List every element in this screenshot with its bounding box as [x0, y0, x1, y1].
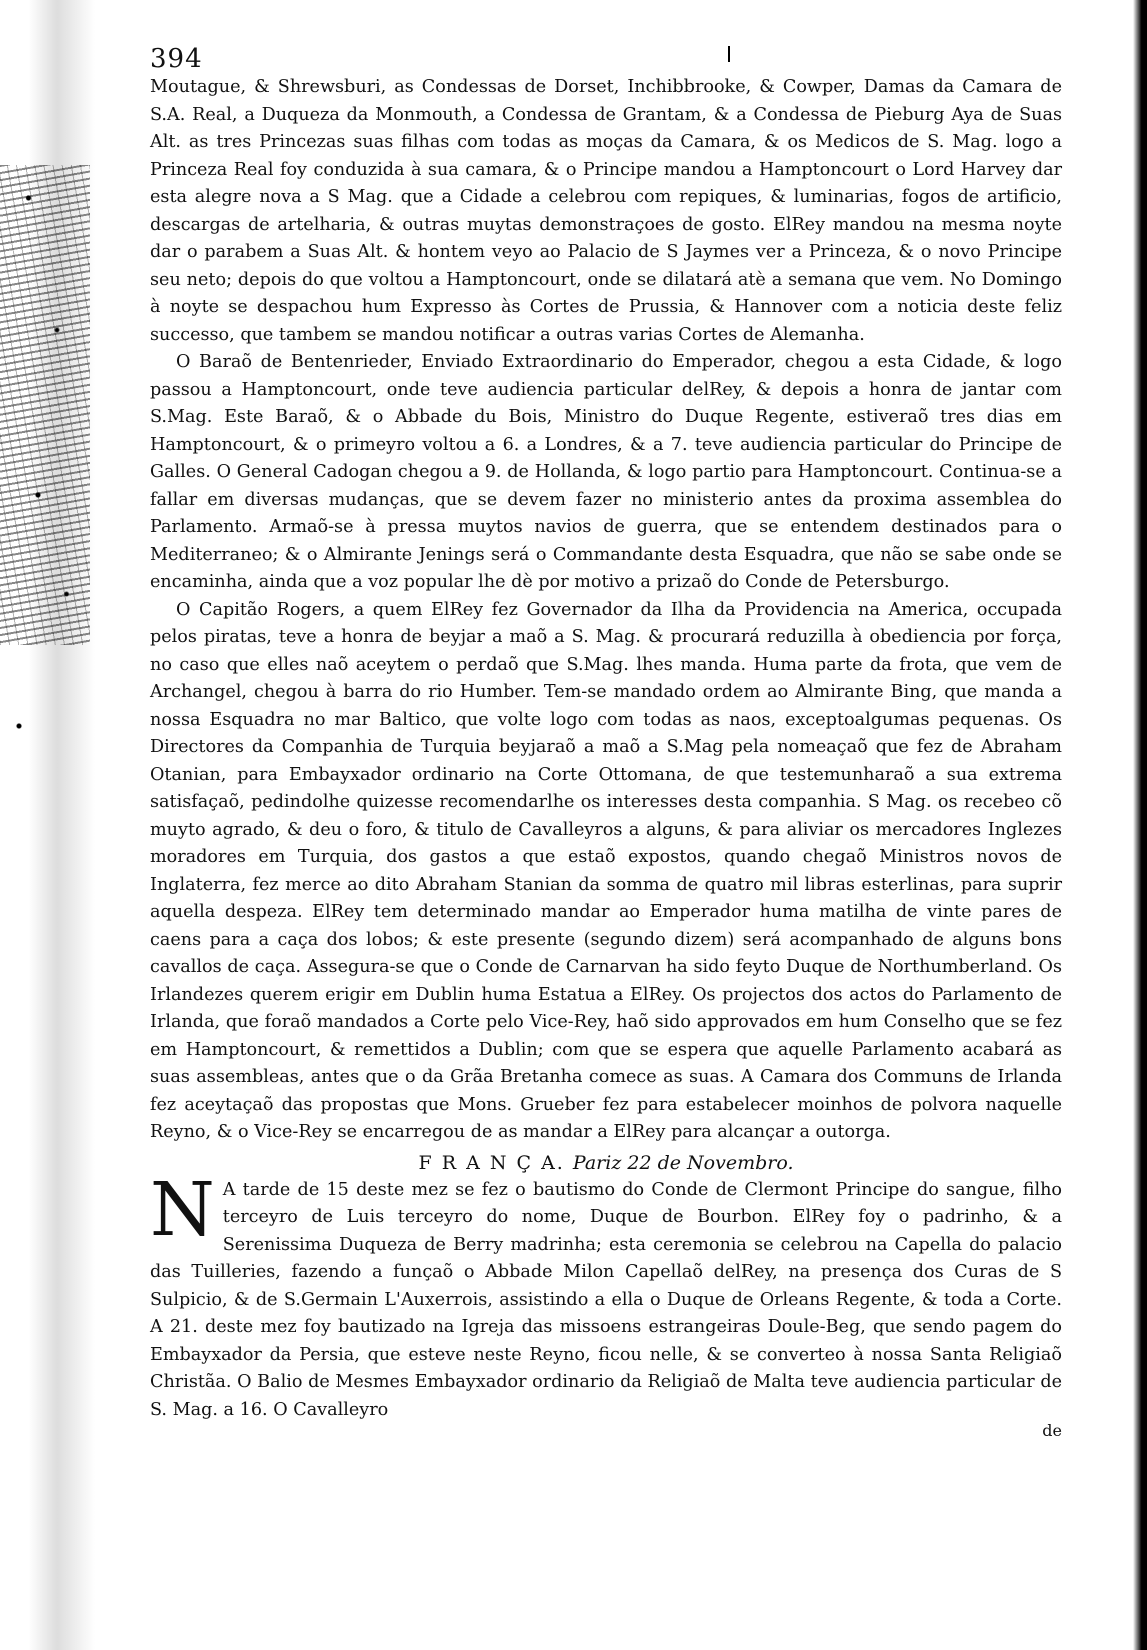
paragraph-baron-bentenrieder: O Baraõ de Bentenrieder, Enviado Extraordinario do Emperador, chegou a esta Cidade, & logo passou a Hamptoncourt, onde teve audiencia particular delRey, & depois a honra de jantar com S.Mag. Este Baraõ, & o Abbade du Bois, Ministro do Duque Regente, estiveraõ tres dias em Hamptoncourt, & o primeyro voltou a 6. a Londres, & a 7. teve audiencia particular do Principe de Galles. O General Cadogan chegou a 9. de Hollanda, & logo partio para Hamptoncourt. Continua-se a fallar em diversas mudanças, que se devem fazer no ministerio antes da proxima assemblea do Parlamento. Armaõ-se à pressa muytos navios de guerra, que se entendem destinados para o Mediterraneo; & o Almirante Jenings será o Commandante desta Esquadra, que não se sabe onde se encaminha, ainda que a voz popular lhe dè por motivo a prizaõ do Conde de Petersburgo. [150, 352, 1062, 592]
france-paragraph-text: A tarde de 15 deste mez se fez o bautismo do Conde de Clermont Principe do sangue, filho terceyro de Luis terceyro do nome, Duque de Bourbon. ElRey foy o padrinho, & a Serenissima Duqueza de Berry madrinha; esta ceremonia se celebrou na Capella do palacio das Tuilleries, fazendo a funçaõ o Abbade Milon Capellaõ delRey, na presença dos Curas de S Sulpicio, & de S.Germain L'Auxerrois, assistindo a ella o Duque de Orleans Regente, & toda a Corte. A 21. deste mez foy bautizado na Igreja das missoens estrangeiras Doule-Beg, que sendo pagem do Embayxador da Persia, que esteve neste Reyno, ficou nelle, & se converteo à nossa Santa Religiaõ Christãa. O Balio de Mesmes Embayxador ordinario da Religiaõ de Malta teve audiencia particular de S. Mag. a 16. O Cavalleyro [150, 1179, 1062, 1420]
drop-cap: N [150, 1166, 215, 1253]
scanned-page-edge-right [1133, 0, 1147, 1650]
scanned-page-edge-left [0, 0, 95, 1650]
catchword: de [1042, 1421, 1062, 1440]
heading-dateline: Pariz 22 de Novembro. [572, 1151, 794, 1174]
gazette-page [150, 46, 1062, 1440]
section-heading-france [150, 1149, 1062, 1177]
heading-country: F R A N Ç A. [418, 1151, 565, 1174]
paragraph-royal-birth: Moutague, & Shrewsburi, as Condessas de Dorset, Inchibbrooke, & Cowper, Damas da Camara de S.A. Real, a Duqueza da Monmouth, a Condessa de Grantam, & a Condessa de Pieburg Aya de Suas Alt. as tres Princezas suas filhas com todas as moças da Camara, & os Medicos de S. Mag. logo a Princeza Real foy conduzida à sua camara, & o Principe mandou a Hamptoncourt o Lord Harvey dar esta alegre nova a S Mag. que a Cidade a celebrou com repiques, & luminarias, fogos de artificio, descargas de artelharia, & outras muytas demonstraçoes de gosto. ElRey mandou na mesma noyte dar o parabem a Suas Alt. & hontem veyo ao Palacio de S Jaymes ver a Princeza, & o novo Principe seu neto; depois do que voltou a Hamptoncourt, onde se dilatará atè a semana que vem. No Domingo à noyte se despachou hum Expresso às Cortes de Prussia, & Hannover com a noticia deste feliz successo, que tambem se mandou notificar a outras varias Cortes de Alemanha. [150, 77, 1062, 345]
paragraph-captain-rogers: O Capitão Rogers, a quem ElRey fez Governador da Ilha da Providencia na America, occupada pelos piratas, teve a honra de beyjar a maõ a S. Mag. & procurará reduzilla à obediencia por força, no caso que elles naõ aceytem o perdaõ que S.Mag. lhes manda. Huma parte da frota, que vem de Archangel, chegou à barra do rio Humber. Tem-se mandado ordem ao Almirante Bing, que manda a nossa Esquadra no mar Baltico, que volte logo com todas as naos, exceptoalgumas pequenas. Os Directores da Companhia de Turquia beyjaraõ a maõ a S.Mag pela nomeaçaõ que fez de Abraham Otanian, para Embayxador ordinario na Corte Ottomana, de que testemunharaõ a sua extrema satisfaçaõ, pedindolhe quizesse recomendarlhe os interesses desta companhia. S Mag. os recebeo cõ muyto agrado, & deu o foro, & titulo de Cavalleyros a alguns, & para aliviar os mercadores Inglezes moradores em Turquia, dos gastos a que estaõ expostos, quando chegaõ Ministros novos de Inglaterra, fez merce ao dito Abraham Stanian da somma de quatro mil libras esterlinas, para suprir aquella despeza. ElRey tem determinado mandar ao Emperador huma matilha de vinte pares de caens para a caça dos lobos; & este presente (segundo dizem) será acompanhado de alguns bons cavallos de caça. Assegura-se que o Conde de Carnarvan ha sido feyto Duque de Northumberland. Os Irlandezes querem erigir em Dublin huma Estatua a ElRey. Os projectos dos actos do Parlamento de Irlanda, que foraõ mandados a Corte pelo Vice-Rey, haõ sido approvados em hum Conselho que se fez em Hamptoncourt, & remettidos a Dublin; com que se espera que aquelle Parlamento acabará as suas assembleas, antes que o da Grãa Bretanha comece as suas. A Camara dos Communs de Irlanda fez aceytaçaõ das propostas que Mons. Grueber fez para estabelecer moinhos de polvora naquelle Reyno, & o Vice-Rey se encarregou de as mandar a ElRey para alcançar a outorga. [150, 599, 1062, 1142]
page-number: 394 [150, 44, 203, 74]
paragraph-france-baptism [150, 1166, 1062, 1425]
